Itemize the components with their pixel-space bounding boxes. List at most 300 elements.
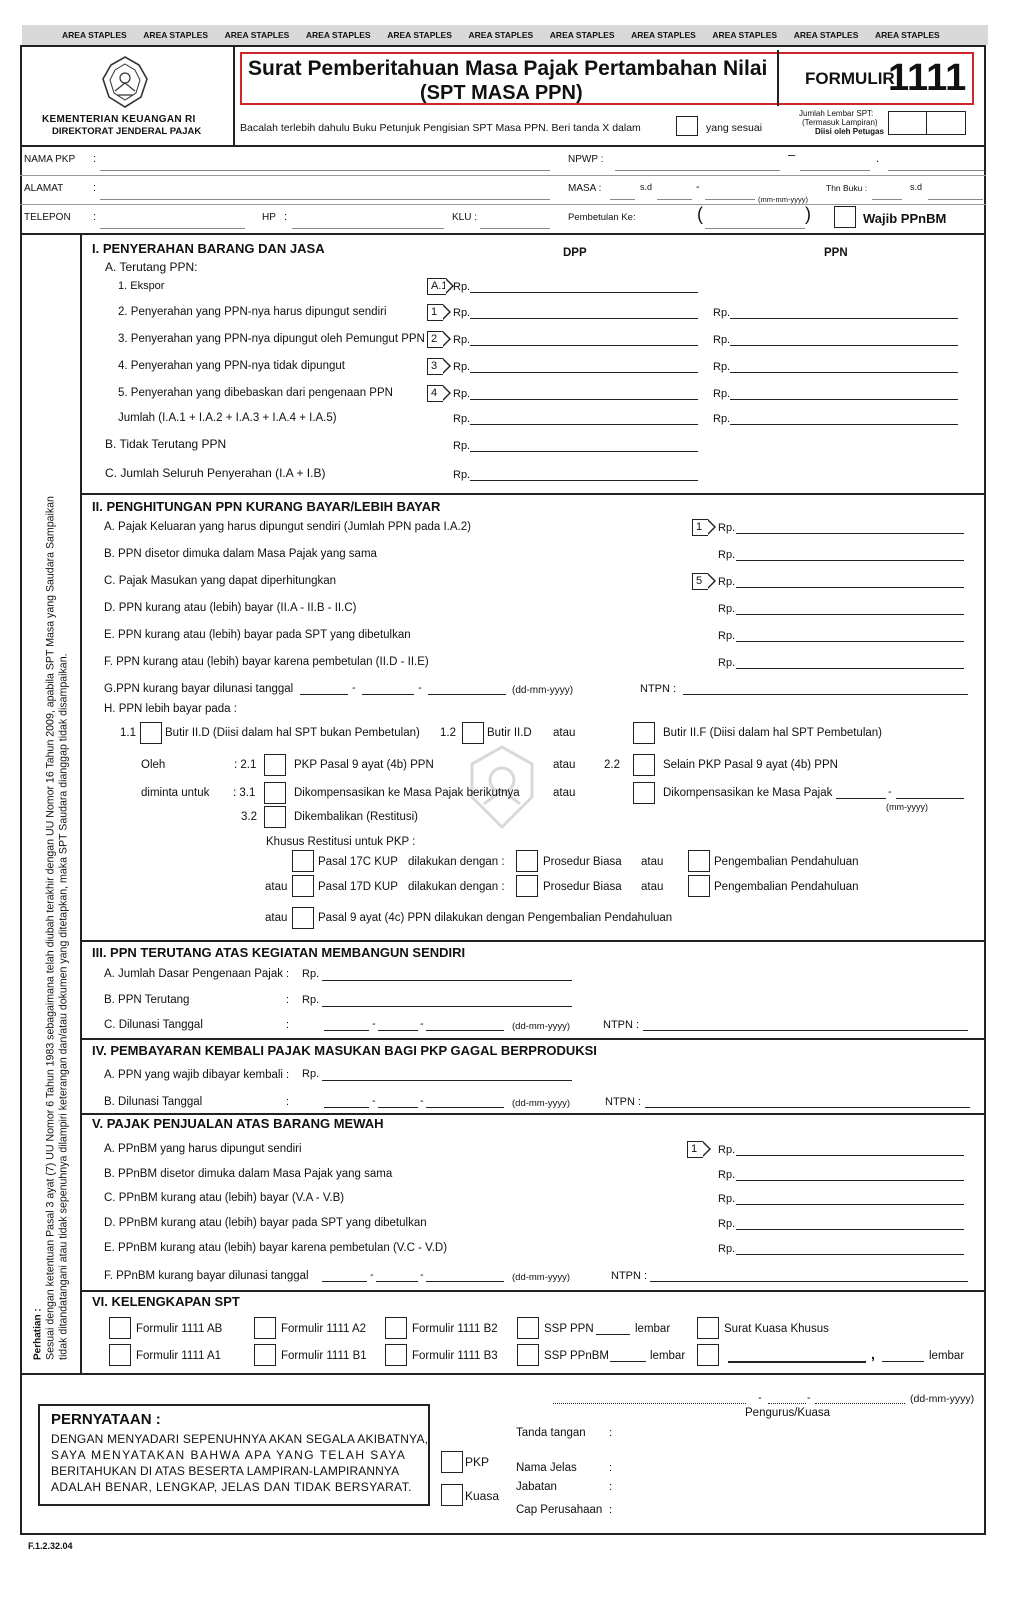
rp-label: Rp. (718, 549, 736, 561)
section3-a-field[interactable] (322, 980, 572, 981)
khusus-restitusi-label: Khusus Restitusi untuk PKP : (266, 836, 416, 848)
section5-f-year[interactable] (426, 1281, 504, 1282)
thn-buku-to[interactable] (928, 199, 983, 200)
pasal17d-checkbox[interactable] (292, 875, 314, 897)
npwp-dot: . (876, 153, 880, 165)
section1-dpp-field[interactable] (470, 399, 698, 400)
rp-label: Rp. (718, 603, 736, 615)
nama-pkp-field[interactable] (100, 170, 550, 171)
h-3-2-number: 3.2 (241, 811, 257, 823)
staples-label: AREA STAPLES (62, 30, 127, 40)
staples-label: AREA STAPLES (549, 30, 615, 40)
attachment-checkbox[interactable] (254, 1344, 276, 1366)
dash: - (807, 1392, 811, 1404)
section5-f-day[interactable] (322, 1281, 367, 1282)
section1-dpp-field[interactable] (470, 372, 698, 373)
section2-amount-field[interactable] (736, 668, 964, 669)
dash: - (372, 1018, 376, 1030)
section2-amount-field[interactable] (736, 533, 964, 534)
rp-label: Rp. (718, 1169, 736, 1181)
masa-label: MASA : (568, 183, 602, 194)
section2-row-label: D. PPN kurang atau (lebih) bayar (II.A - II.B - II.C) (104, 602, 357, 614)
rp-label: Rp. (713, 413, 731, 425)
masa-dash: - (696, 181, 700, 193)
attachment-checkbox[interactable] (517, 1317, 539, 1339)
pengembalian-label: Pengembalian Pendahuluan (714, 881, 859, 893)
atau-label: atau (265, 912, 288, 924)
other-attachment-checkbox[interactable] (697, 1344, 719, 1366)
section1-dpp-field[interactable] (470, 424, 698, 425)
signer-pkp-checkbox[interactable] (441, 1451, 463, 1473)
pkp-pasal9-label: PKP Pasal 9 ayat (4b) PPN (294, 759, 434, 771)
section5-amount-field[interactable] (736, 1180, 964, 1181)
attachment-checkbox[interactable] (109, 1344, 131, 1366)
section5-amount-field[interactable] (736, 1204, 964, 1205)
h-2-2-number: 2.2 (604, 759, 620, 771)
staples-label: AREA STAPLES (224, 30, 290, 40)
dash: - (372, 1095, 376, 1107)
rp-label: Rp. (302, 994, 320, 1006)
section5-title: V. PAJAK PENJUALAN ATAS BARANG MEWAH (92, 1116, 384, 1131)
pembetulan-field[interactable] (705, 228, 805, 229)
pasal17c-checkbox[interactable] (292, 850, 314, 872)
dikembalikan-checkbox[interactable] (264, 806, 286, 828)
section2-h-label: H. PPN lebih bayar pada : (104, 703, 237, 715)
section5-row-label: C. PPnBM kurang atau (lebih) bayar (V.A - V.B) (104, 1192, 345, 1204)
npwp-field-2[interactable] (800, 170, 870, 171)
thn-buku-sd: s.d (910, 182, 923, 192)
section1-dpp-field[interactable] (470, 292, 698, 293)
colon: : (93, 153, 97, 165)
attachment-label: Formulir 1111 AB (136, 1323, 223, 1335)
section3-b-field[interactable] (322, 1006, 572, 1007)
tanda-tangan-label: Tanda tangan (516, 1427, 586, 1439)
rp-label: Rp. (302, 1068, 320, 1080)
section6-title: VI. KELENGKAPAN SPT (92, 1294, 240, 1309)
rp-label: Rp. (718, 576, 736, 588)
colon: : (609, 1481, 613, 1493)
staples-label: AREA STAPLES (875, 30, 940, 40)
colon: : (286, 968, 290, 980)
lembar-sublabel: (Termasuk Lampiran) (802, 118, 878, 127)
ppn-column-header: PPN (824, 247, 848, 259)
lembar-label: lembar (650, 1350, 686, 1362)
prosedur-biasa-17d-checkbox[interactable] (516, 875, 538, 897)
section3-b-label: B. PPN Terutang (104, 994, 190, 1006)
signer-pkp-label: PKP (465, 1455, 490, 1469)
lembar-officer-label: Diisi oleh Petugas (815, 127, 884, 136)
pasal9-4c-label: Pasal 9 ayat (4c) PPN dilakukan dengan Pengembalian Pendahuluan (318, 912, 673, 924)
signer-kuasa-checkbox[interactable] (441, 1484, 463, 1506)
ssp-ppn-lembar-field[interactable] (596, 1334, 630, 1335)
wajib-ppnbm-label: Wajib PPnBM (863, 211, 947, 226)
g-month-field[interactable] (362, 694, 414, 695)
attachment-label: Formulir 1111 A1 (136, 1350, 222, 1362)
butir-iid-label: Butir II.D (Diisi dalam hal SPT bukan Pembetulan) (165, 727, 420, 739)
g-year-field[interactable] (428, 694, 506, 695)
section5-row-label: E. PPnBM kurang atau (lebih) bayar karena pembetulan (V.C - V.D) (104, 1242, 448, 1254)
pasal9-4c-checkbox[interactable] (292, 907, 314, 929)
section3-c-day[interactable] (324, 1030, 369, 1031)
section5-ntpn-field[interactable] (650, 1281, 968, 1282)
oleh-label: Oleh (141, 759, 166, 771)
section2-row-label: B. PPN disetor dimuka dalam Masa Pajak yang sama (104, 548, 377, 560)
masa-hint: (mm-mm-yyyy) (758, 195, 808, 204)
g-day-field[interactable] (300, 694, 348, 695)
rp-label: Rp. (453, 440, 471, 452)
comma: , (871, 1346, 875, 1362)
pengembalian-17d-checkbox[interactable] (688, 875, 710, 897)
section1-row-label: 2. Penyerahan yang PPN-nya harus dipungut sendiri (118, 306, 387, 318)
nama-jelas-label: Nama Jelas (516, 1462, 577, 1474)
lembar-box-1[interactable] (888, 111, 928, 135)
formulir-number: 1111 (888, 57, 967, 99)
section3-a-label: A. Jumlah Dasar Pengenaan Pajak (104, 968, 283, 980)
section2-g-label: G.PPN kurang bayar dilunasi tanggal (104, 683, 294, 695)
rp-label: Rp. (713, 307, 731, 319)
lembar-label: lembar (635, 1323, 671, 1335)
npwp-field-3[interactable] (888, 170, 984, 171)
rp-label: Rp. (453, 388, 471, 400)
colon: : (286, 1096, 290, 1108)
rp-label: Rp. (453, 307, 471, 319)
section1-c-label: C. Jumlah Seluruh Penyerahan (I.A + I.B) (105, 466, 326, 480)
ntpn-label: NTPN : (603, 1019, 640, 1031)
section4-b-year[interactable] (426, 1107, 504, 1108)
section4-b-month[interactable] (378, 1107, 418, 1108)
pengembalian-17c-checkbox[interactable] (688, 850, 710, 872)
directorate-name: DIREKTORAT JENDERAL PAJAK (52, 126, 202, 137)
colon: : (609, 1427, 613, 1439)
dilakukan-label: dilakukan dengan : (408, 856, 505, 868)
staples-label: AREA STAPLES (468, 30, 534, 40)
attachment-label: Formulir 1111 B3 (412, 1350, 498, 1362)
h-3-1-number: : 3.1 (233, 787, 256, 799)
section1-ppn-field[interactable] (730, 372, 958, 373)
prosedur-biasa-label: Prosedur Biasa (543, 881, 622, 893)
section1-row-label: 4. Penyerahan yang PPN-nya tidak dipungut (118, 360, 345, 372)
field-code-tag: 1 (692, 519, 708, 536)
field-code-tag: 5 (692, 573, 708, 590)
section2-amount-field[interactable] (736, 614, 964, 615)
masa-sd: s.d (640, 182, 653, 192)
section5-f-month[interactable] (376, 1281, 418, 1282)
kompensasi-month-field[interactable] (836, 798, 886, 799)
pengembalian-label: Pengembalian Pendahuluan (714, 856, 859, 868)
thn-buku-from[interactable] (872, 199, 902, 200)
npwp-dash: – (788, 147, 796, 162)
colon: : (284, 211, 288, 223)
prosedur-biasa-17c-checkbox[interactable] (516, 850, 538, 872)
rp-label: Rp. (453, 361, 471, 373)
instruction-checkbox (676, 116, 698, 136)
rp-label: Rp. (453, 413, 471, 425)
sign-place-field[interactable] (553, 1403, 746, 1404)
statement-line3: BERITAHUKAN DI ATAS BESERTA LAMPIRAN-LAMPIRANNYA (51, 1464, 400, 1478)
rp-label: Rp. (718, 1243, 736, 1255)
dikompensasi-masa-label: Dikompensasikan ke Masa Pajak (663, 787, 833, 799)
jabatan-label: Jabatan (516, 1481, 557, 1493)
wajib-ppnbm-checkbox[interactable] (834, 206, 856, 228)
lembar-box-2[interactable] (926, 111, 966, 135)
section2-amount-field[interactable] (736, 641, 964, 642)
section3-c-month[interactable] (378, 1030, 418, 1031)
section2-row-label: F. PPN kurang atau (lebih) bayar karena pembetulan (II.D - II.E) (104, 656, 429, 668)
section5-row-label: A. PPnBM yang harus dipungut sendiri (104, 1143, 302, 1155)
section5-f-label: F. PPnBM kurang bayar dilunasi tanggal (104, 1270, 309, 1282)
section4-ntpn-field[interactable] (645, 1107, 970, 1108)
attachment-checkbox[interactable] (254, 1317, 276, 1339)
dash: - (352, 682, 356, 694)
ntpn-label: NTPN : (605, 1096, 642, 1108)
section4-b-label: B. Dilunasi Tanggal (104, 1096, 203, 1108)
section5-amount-field[interactable] (736, 1229, 964, 1230)
selain-pkp-label: Selain PKP Pasal 9 ayat (4b) PPN (663, 759, 838, 771)
atau-label: atau (265, 881, 288, 893)
diminta-label: diminta untuk (141, 787, 210, 799)
attachment-label: Formulir 1111 A2 (281, 1323, 367, 1335)
field-code-tag: 1 (687, 1141, 703, 1158)
atau-label: atau (553, 759, 576, 771)
staples-label: AREA STAPLES (712, 30, 778, 40)
ssp-ppnbm-lembar-field[interactable] (610, 1361, 646, 1362)
masa-from-field[interactable] (610, 199, 635, 200)
npwp-label: NPWP : (568, 154, 604, 165)
section1-title: I. PENYERAHAN BARANG DAN JASA (92, 241, 325, 256)
mm-hint: (mm-yyyy) (886, 802, 928, 812)
section1-row-label: 1. Ekspor (118, 280, 165, 292)
side-note-label: Perhatian : (32, 1308, 44, 1360)
attachment-checkbox[interactable] (697, 1317, 719, 1339)
section1-dpp-field[interactable] (470, 345, 698, 346)
attachment-label: Formulir 1111 B1 (281, 1350, 367, 1362)
side-note-line2: tidak ditandatangani atau tidak sepenuhnya dilampiri keterangan dan/atau dokumen yang ditetapkan, maka SPT Saudara dianggap tidak disampaikan. (57, 653, 70, 1360)
atau-label: atau (641, 856, 664, 868)
date-hint: (dd-mm-yyyy) (512, 1021, 571, 1032)
section3-c-year[interactable] (426, 1030, 504, 1031)
section4-title: IV. PEMBAYARAN KEMBALI PAJAK MASUKAN BAGI PKP GAGAL BERPRODUKSI (92, 1043, 597, 1058)
pembetulan-label: Pembetulan Ke: (568, 212, 636, 223)
dash: - (758, 1392, 762, 1404)
staples-label: AREA STAPLES (631, 30, 696, 40)
pasal17d-label: Pasal 17D KUP (318, 881, 398, 893)
field-code-tag: 2 (427, 331, 443, 348)
dikompensasi-next-checkbox[interactable] (264, 782, 286, 804)
hp-field[interactable] (292, 228, 444, 229)
colon: : (286, 994, 290, 1006)
attachment-label: Formulir 1111 B2 (412, 1323, 498, 1335)
rp-label: Rp. (718, 1193, 736, 1205)
nama-pkp-label: NAMA PKP (24, 154, 76, 165)
pasal17c-label: Pasal 17C KUP (318, 856, 398, 868)
cap-perusahaan-label: Cap Perusahaan (516, 1504, 603, 1516)
side-note-line1: Sesuai dengan ketentuan Pasal 3 ayat (7) UU Nomor 6 Tahun 1983 sebagaimana telah diubah terakhir dengan UU Nomor 16 Tahun 2009, apabila SPT Masa yang Saudara Sampaikan (44, 496, 57, 1360)
instruction-text: Bacalah terlebih dahulu Buku Petunjuk Pengisian SPT Masa PPN. Beri tanda X dalam (240, 122, 641, 134)
section2-title: II. PENGHITUNGAN PPN KURANG BAYAR/LEBIH BAYAR (92, 499, 441, 514)
attachment-checkbox[interactable] (385, 1344, 407, 1366)
dash: - (418, 682, 422, 694)
pengurus-kuasa-label: Pengurus/Kuasa (745, 1407, 831, 1419)
g-ntpn-field[interactable] (683, 694, 968, 695)
section5-amount-field[interactable] (736, 1155, 964, 1156)
dikompensasi-masa-checkbox[interactable] (633, 782, 655, 804)
butir-iif-checkbox[interactable] (633, 722, 655, 744)
colon: : (286, 1069, 290, 1081)
rp-label: Rp. (453, 469, 471, 481)
masa-year-field[interactable] (705, 199, 755, 200)
masa-to-field[interactable] (657, 199, 692, 200)
butir-iid2-label: Butir II.D (487, 727, 532, 739)
attachment-checkbox[interactable] (517, 1344, 539, 1366)
lembar-label: Jumlah Lembar SPT: (799, 109, 874, 118)
dash: - (420, 1018, 424, 1030)
section4-a-label: A. PPN yang wajib dibayar kembali (104, 1069, 283, 1081)
dash: - (420, 1269, 424, 1281)
signer-kuasa-label: Kuasa (465, 1489, 500, 1503)
form-code: F.1.2.32.04 (28, 1541, 73, 1551)
rp-label: Rp. (453, 281, 471, 293)
section5-row-label: D. PPnBM kurang atau (lebih) bayar pada SPT yang dibetulkan (104, 1217, 427, 1229)
form-subtitle: (SPT MASA PPN) (420, 82, 583, 104)
section1-row-label: Jumlah (I.A.1 + I.A.2 + I.A.3 + I.A.4 + I.A.5) (118, 412, 337, 424)
sign-year-field[interactable] (815, 1403, 905, 1404)
other-lembar-field[interactable] (882, 1361, 924, 1362)
field-code-tag: 4 (427, 385, 443, 402)
dikompensasi-next-label: Dikompensasikan ke Masa Pajak berikutnya (294, 787, 520, 799)
section3-c-label: C. Dilunasi Tanggal (104, 1019, 203, 1031)
section1-b-dpp-field[interactable] (470, 451, 698, 452)
section1-ppn-field[interactable] (730, 345, 958, 346)
pkp-pasal9-checkbox[interactable] (264, 754, 286, 776)
section4-b-day[interactable] (324, 1107, 369, 1108)
field-code-tag: A.1 (427, 278, 446, 295)
colon: : (609, 1504, 613, 1516)
selain-pkp-checkbox[interactable] (633, 754, 655, 776)
pembetulan-close: ) (805, 204, 811, 224)
staples-labels (22, 29, 988, 43)
dilakukan-label: dilakukan dengan : (408, 881, 505, 893)
rp-label: Rp. (718, 1218, 736, 1230)
staples-label: AREA STAPLES (143, 30, 208, 40)
section1-a-label: A. Terutang PPN: (105, 260, 198, 274)
section3-ntpn-field[interactable] (643, 1030, 968, 1031)
h-1-2-number: 1.2 (440, 727, 456, 739)
rp-label: Rp. (718, 630, 736, 642)
ministry-logo-icon (95, 55, 155, 111)
rp-label: Rp. (718, 657, 736, 669)
section1-dpp-field[interactable] (470, 318, 698, 319)
colon: : (93, 211, 97, 223)
rp-label: Rp. (302, 968, 320, 980)
section1-ppn-field[interactable] (730, 318, 958, 319)
telepon-field[interactable] (100, 228, 245, 229)
h-2-1-number: : 2.1 (234, 759, 257, 771)
ministry-name: KEMENTERIAN KEUANGAN RI (42, 114, 196, 125)
npwp-field-1[interactable] (615, 170, 780, 171)
ntpn-label: NTPN : (611, 1270, 648, 1282)
staples-label: AREA STAPLES (305, 30, 371, 40)
statement-line2: SAYA MENYATAKAN BAHWA APA YANG TELAH SAYA (51, 1448, 407, 1462)
colon: : (93, 182, 97, 194)
staples-label: AREA STAPLES (793, 30, 859, 40)
date-hint: (dd-mm-yyyy) (512, 1098, 571, 1109)
date-hint: (dd-mm-yyyy) (910, 1393, 975, 1405)
date-hint: (dd-mm-yyyy) (512, 1272, 571, 1283)
section1-ppn-field[interactable] (730, 399, 958, 400)
rp-label: Rp. (453, 334, 471, 346)
field-code-tag: 3 (427, 358, 443, 375)
attachment-checkbox[interactable] (385, 1317, 407, 1339)
section2-amount-field[interactable] (736, 560, 964, 561)
telepon-label: TELEPON (24, 212, 71, 223)
rp-label: Rp. (718, 1144, 736, 1156)
section5-amount-field[interactable] (736, 1254, 964, 1255)
instruction-suffix: yang sesuai (706, 122, 763, 134)
section1-b-label: B. Tidak Terutang PPN (105, 437, 227, 451)
formulir-label: FORMULIR (805, 69, 895, 88)
other-attachment-field[interactable] (728, 1361, 866, 1363)
dash: - (420, 1095, 424, 1107)
prosedur-biasa-label: Prosedur Biasa (543, 856, 622, 868)
sign-month-field[interactable] (768, 1403, 806, 1404)
dash: - (370, 1269, 374, 1281)
rp-label: Rp. (713, 361, 731, 373)
lembar-label: lembar (929, 1350, 965, 1362)
attachment-label: Surat Kuasa Khusus (724, 1323, 829, 1335)
h-1-1-number: 1.1 (120, 727, 136, 739)
section1-row-label: 3. Penyerahan yang PPN-nya dipungut oleh Pemungut PPN (118, 333, 425, 345)
section2-row-label: C. Pajak Masukan yang dapat diperhitungkan (104, 575, 337, 587)
klu-field[interactable] (480, 228, 550, 229)
atau-label: atau (553, 787, 576, 799)
section1-c-dpp-field[interactable] (470, 480, 698, 481)
statement-title: PERNYATAAN : (51, 1411, 161, 1428)
butir-iif-label: Butir II.F (Diisi dalam hal SPT Pembetulan) (663, 727, 883, 739)
kompensasi-year-field[interactable] (896, 798, 964, 799)
colon: : (286, 1019, 290, 1031)
ntpn-label: NTPN : (640, 683, 677, 695)
statement-line1: DENGAN MENYADARI SEPENUHNYA AKAN SEGALA AKIBATNYA, (51, 1432, 429, 1446)
section5-row-label: B. PPnBM disetor dimuka dalam Masa Pajak yang sama (104, 1168, 393, 1180)
alamat-label: ALAMAT (24, 183, 64, 194)
section4-a-field[interactable] (322, 1080, 572, 1081)
alamat-field[interactable] (100, 199, 550, 200)
dikembalikan-label: Dikembalikan (Restitusi) (294, 811, 418, 823)
thn-buku-label: Thn Buku : (826, 183, 868, 193)
butir-iid-checkbox[interactable] (140, 722, 162, 744)
attachment-checkbox[interactable] (109, 1317, 131, 1339)
attachment-label: SSP PPN (544, 1323, 594, 1335)
rp-label: Rp. (713, 388, 731, 400)
dash: - (888, 786, 892, 798)
pembetulan-open: ( (697, 204, 703, 224)
section3-title: III. PPN TERUTANG ATAS KEGIATAN MEMBANGUN SENDIRI (92, 945, 466, 960)
section2-amount-field[interactable] (736, 587, 964, 588)
rp-label: Rp. (713, 334, 731, 346)
klu-label: KLU : (452, 212, 478, 223)
date-hint: (dd-mm-yyyy) (512, 685, 574, 696)
attachment-label: SSP PPnBM (544, 1350, 609, 1362)
atau-label: atau (553, 727, 576, 739)
dpp-column-header: DPP (563, 247, 587, 259)
statement-line4: ADALAH BENAR, LENGKAP, JELAS DAN TIDAK BERSYARAT. (51, 1480, 412, 1494)
butir-iid2-checkbox[interactable] (462, 722, 484, 744)
section1-ppn-field[interactable] (730, 424, 958, 425)
rp-label: Rp. (718, 522, 736, 534)
form-title: Surat Pemberitahuan Masa Pajak Pertambahan Nilai (248, 57, 768, 80)
field-code-tag: 1 (427, 304, 443, 321)
atau-label: atau (641, 881, 664, 893)
